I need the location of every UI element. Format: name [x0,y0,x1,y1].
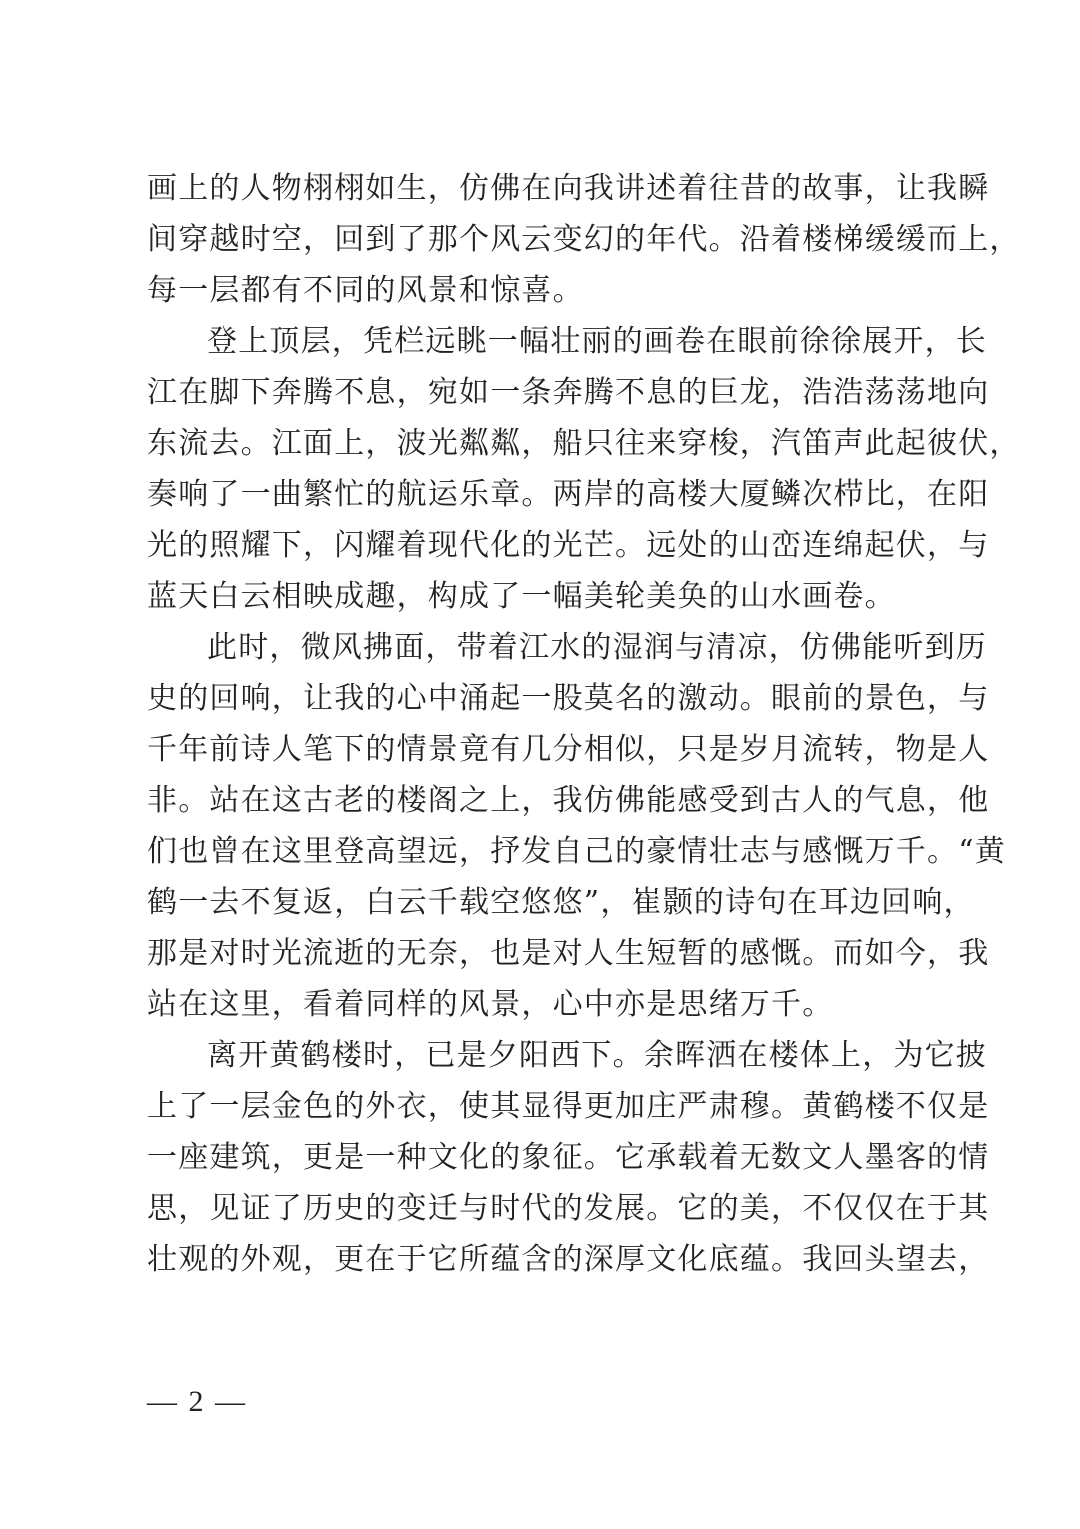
text-line: 千年前诗人笔下的情景竟有几分相似，只是岁月流转，物是人 [147,732,990,767]
text-line: 每一层都有不同的风景和惊喜。 [147,273,584,308]
text-line: 江在脚下奔腾不息，宛如一条奔腾不息的巨龙，浩浩荡荡地向 [147,375,990,410]
body-text [147,163,1021,1285]
text-line: 蓝天白云相映成趣，构成了一幅美轮美奂的山水画卷。 [147,579,896,614]
text-line: 站在这里，看着同样的风景，心中亦是思绪万千。 [147,987,834,1022]
text-line: 奏响了一曲繁忙的航运乐章。两岸的高楼大厦鳞次栉比，在阳 [147,477,990,512]
text-line: 登上顶层，凭栏远眺一幅壮丽的画卷在眼前徐徐展开，长 [207,324,987,359]
text-line: 画上的人物栩栩如生，仿佛在向我讲述着往昔的故事，让我瞬 [147,171,990,206]
text-line: 一座建筑，更是一种文化的象征。它承载着无数文人墨客的情 [147,1140,990,1175]
text-line: 间穿越时空，回到了那个风云变幻的年代。沿着楼梯缓缓而上， [147,222,1021,257]
page-number: — 2 — [147,1385,247,1418]
text-line: 壮观的外观，更在于它所蕴含的深厚文化底蕴。我回头望去， [147,1242,990,1277]
text-line: 那是对时光流逝的无奈，也是对人生短暂的感慨。而如今，我 [147,936,990,971]
text-line: 此时，微风拂面，带着江水的湿润与清凉，仿佛能听到历 [207,630,987,665]
text-line: 非。站在这古老的楼阁之上，我仿佛能感受到古人的气息，他 [147,783,990,818]
text-line: 鹤一去不复返，白云千载空悠悠”，崔颢的诗句在耳边回响， [147,885,975,920]
text-line: 上了一层金色的外衣，使其显得更加庄严肃穆。黄鹤楼不仅是 [147,1089,990,1124]
text-line: 史的回响，让我的心中涌起一股莫名的激动。眼前的景色，与 [147,681,990,716]
text-line: 思，见证了历史的变迁与时代的发展。它的美，不仅仅在于其 [147,1191,990,1226]
text-line: 们也曾在这里登高望远，抒发自己的豪情壮志与感慨万千。“黄 [147,834,1006,869]
text-line: 光的照耀下，闪耀着现代化的光芒。远处的山峦连绵起伏，与 [147,528,990,563]
text-line: 离开黄鹤楼时，已是夕阳西下。余晖洒在楼体上，为它披 [207,1038,987,1073]
text-line: 东流去。江面上，波光粼粼，船只往来穿梭，汽笛声此起彼伏， [147,426,1021,461]
